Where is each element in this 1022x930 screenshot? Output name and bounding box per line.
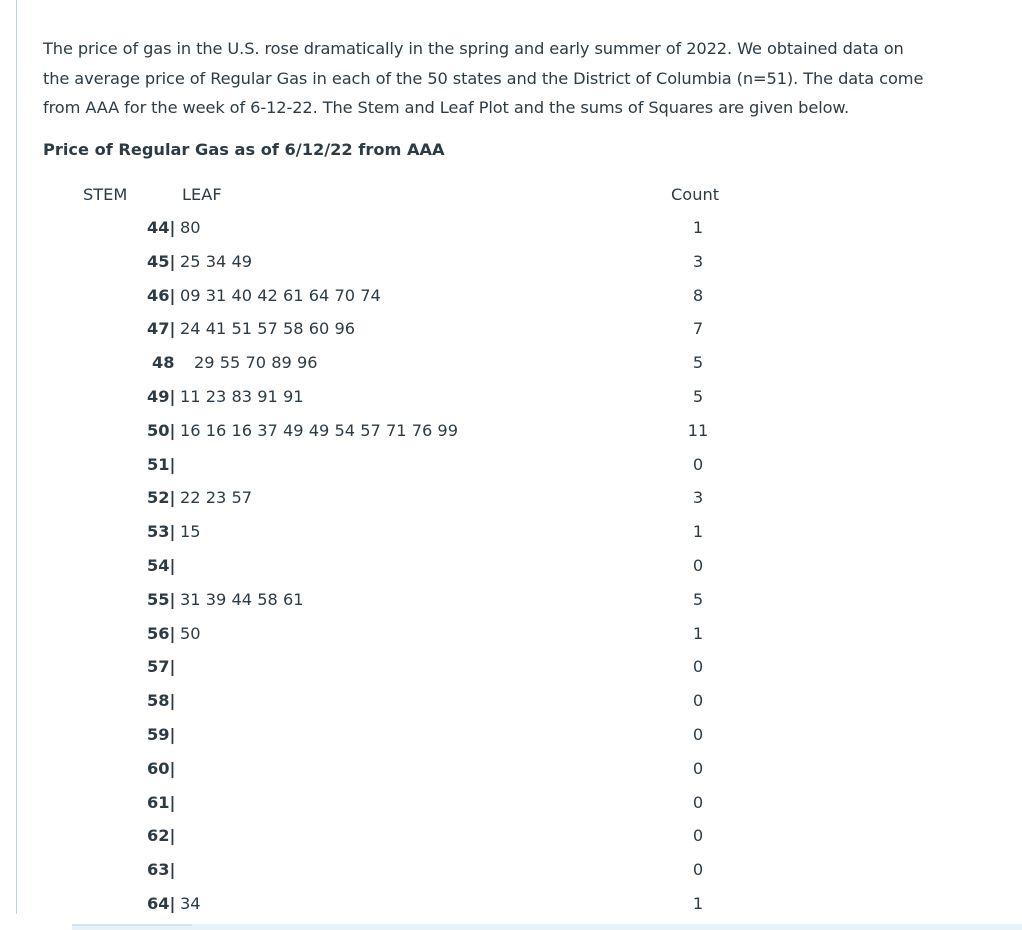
plot-row [43,555,1003,589]
left-border-rule [16,0,17,914]
plot-row [43,285,1003,319]
plot-row [43,521,1003,555]
plot-row [43,758,1003,792]
plot-row [43,792,1003,826]
plot-row [43,656,1003,690]
stem-value: 51| [147,454,176,474]
plot-row [43,352,1003,386]
count-value: 7 [692,319,704,339]
stem-value: 56| [147,623,176,643]
plot-row [43,318,1003,352]
leaf-values: 22 23 57 [180,488,253,508]
plot-row [43,690,1003,724]
bottom-scrollbar-thumb[interactable] [72,924,192,926]
count-value: 3 [692,488,704,508]
content-area [43,34,1003,913]
count-value: 3 [692,251,704,271]
leaf-values: 31 39 44 58 61 [180,589,304,609]
leaf-values: 11 23 83 91 91 [180,386,304,406]
leaf-values: 25 34 49 [180,251,253,271]
count-value: 0 [692,691,704,711]
plot-row [43,825,1003,859]
plot-row [43,623,1003,657]
bottom-scrollbar-track[interactable] [72,924,1022,930]
stem-value: 58| [147,691,176,711]
count-value: 0 [692,555,704,575]
header-leaf: LEAF [182,185,222,204]
count-value: 0 [692,758,704,778]
leaf-values: 80 [180,218,201,237]
plot-title: Price of Regular Gas as of 6/12/22 from AAA [43,140,445,159]
stem-value: 45| [147,251,176,271]
stem-value: 46| [147,285,176,305]
header-stem: STEM [83,185,128,204]
stem-value: 48 [152,353,175,373]
stem-value: 63| [147,860,176,880]
count-value: 5 [692,353,704,373]
stem-value: 50| [147,420,176,440]
count-value: 5 [692,386,704,406]
count-value: 0 [692,657,704,677]
stem-value: 52| [147,488,176,508]
intro-line-2: the average price of Regular Gas in each of the 50 states and the District of Columbia (n=51). The data come [43,68,924,88]
stem-value: 61| [147,792,176,812]
plot-row [43,893,1003,927]
count-value: 1 [692,623,704,643]
stem-value: 49| [147,386,176,406]
count-value: 1 [692,522,704,542]
plot-row [43,217,1003,251]
leaf-values: 16 16 16 37 49 49 54 57 71 76 99 [180,420,459,440]
count-value: 5 [692,589,704,609]
plot-row [43,724,1003,758]
stem-value: 47| [147,319,176,339]
plot-row [43,589,1003,623]
intro-line-1: The price of gas in the U.S. rose dramatically in the spring and early summer of 2022. We obtained data on [43,39,904,58]
stem-value: 57| [147,657,176,677]
plot-row [43,859,1003,893]
leaf-values: 09 31 40 42 61 64 70 74 [180,285,381,305]
leaf-values: 29 55 70 89 96 [194,353,318,373]
intro-paragraph [43,34,1003,123]
stem-value: 64| [147,893,176,913]
count-value: 0 [692,454,704,474]
count-value: 1 [692,893,704,913]
count-value: 8 [692,285,704,305]
leaf-values: 24 41 51 57 58 60 96 [180,319,356,339]
plot-rows [43,217,1003,927]
plot-row [43,487,1003,521]
stem-value: 44| [147,218,176,237]
count-value: 0 [692,792,704,812]
count-value: 0 [692,860,704,880]
stem-value: 53| [147,522,176,542]
stem-and-leaf-plot [43,184,1003,924]
stem-value: 55| [147,589,176,609]
stem-value: 59| [147,724,176,744]
count-value: 0 [692,724,704,744]
stem-value: 62| [147,826,176,846]
intro-line-3: from AAA for the week of 6-12-22. The Stem and Leaf Plot and the sums of Squares are given below. [43,98,850,117]
plot-row [43,251,1003,285]
leaf-values: 15 [180,522,201,542]
plot-row [43,420,1003,454]
plot-row [43,454,1003,488]
count-value: 11 [687,420,709,440]
header-count: Count [671,185,720,204]
plot-row [43,386,1003,420]
count-value: 0 [692,826,704,846]
stem-value: 54| [147,555,176,575]
leaf-values: 50 [180,623,201,643]
leaf-values: 34 [180,893,201,913]
stem-value: 60| [147,758,176,778]
count-value: 1 [692,218,704,237]
